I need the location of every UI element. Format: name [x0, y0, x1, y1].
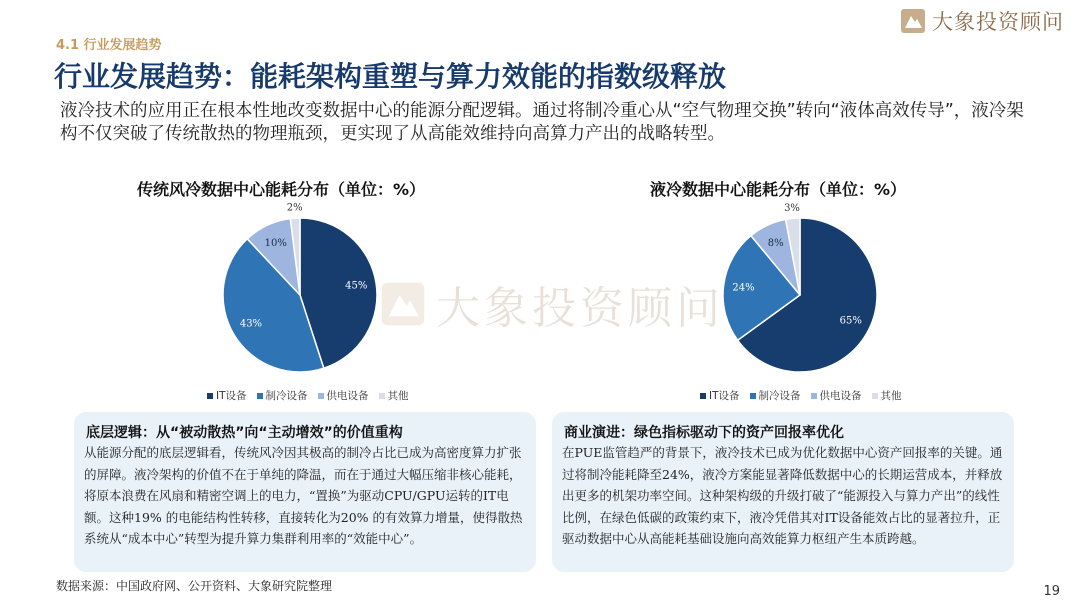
legend-swatch	[700, 393, 706, 399]
legend-swatch	[872, 393, 878, 399]
legend-label: 制冷设备	[265, 390, 308, 402]
page-number: 19	[1043, 584, 1060, 599]
legend-label: 制冷设备	[758, 390, 801, 402]
watermark-text: 大象投资顾问	[436, 283, 724, 334]
legend-label: IT设备	[709, 390, 740, 402]
page-title: 行业发展趋势：能耗架构重塑与算力效能的指数级释放	[54, 60, 727, 93]
pie-chart-liquid-cooling	[700, 200, 900, 380]
legend-swatch	[257, 393, 263, 399]
legend-swatch	[379, 393, 385, 399]
pie-data-label: 45%	[345, 280, 368, 292]
chart-title-air-cooling: 传统风冷数据中心能耗分布（单位：%）	[137, 180, 426, 199]
brand-name: 大象投资顾问	[932, 10, 1064, 34]
legend-item	[207, 388, 247, 403]
pie-data-label: 43%	[239, 318, 263, 330]
pie-data-label: 24%	[732, 282, 755, 294]
legend-swatch	[318, 393, 324, 399]
legend-label: IT设备	[216, 390, 247, 402]
elephant-logo-icon	[900, 8, 926, 34]
section-label: 4.1 行业发展趋势	[56, 38, 162, 53]
legend-swatch	[207, 393, 213, 399]
legend-liquid-cooling	[700, 388, 902, 403]
pie-data-label: 10%	[264, 237, 287, 249]
legend-item	[257, 388, 308, 403]
legend-swatch	[811, 393, 817, 399]
legend-item	[872, 388, 902, 403]
insight-heading: 商业演进：绿色指标驱动下的资产回报率优化	[564, 425, 844, 441]
legend-air-cooling	[207, 388, 409, 403]
insight-body: 从能源分配的底层逻辑看，传统风冷因其极高的制冷占比已成为高密度算力扩张的屏障。液冷架构的价值不在于单纯的降温，而在于通过大幅压缩非核心能耗，将原本浪费在风扇和精密空调上的电力，“置换”为驱动CPU/GPU运转的IT电额。这种19% 的电能结构性转移，直接转化为20% 的有效算力增量，使得散热系统从“成本中心”转型为提升算力集群利用率的“效能中心”。	[84, 445, 523, 546]
legend-item	[379, 388, 409, 403]
pie-data-label: 65%	[839, 315, 862, 327]
insight-box-underlying-logic	[74, 412, 536, 572]
legend-item	[318, 388, 369, 403]
legend-item	[750, 388, 801, 403]
insight-box-business-evolution	[552, 412, 1014, 572]
legend-label: 供电设备	[819, 390, 862, 402]
brand-logo	[900, 6, 1064, 36]
insight-heading: 底层逻辑：从“被动散热”向“主动增效”的价值重构	[86, 425, 403, 441]
pie-data-label: 3%	[784, 202, 800, 214]
chart-title-liquid-cooling: 液冷数据中心能耗分布（单位：%）	[650, 180, 907, 199]
intro-paragraph: 液冷技术的应用正在根本性地改变数据中心的能源分配逻辑。通过将制冷重心从“空气物理交换”转向“液体高效传导”，液冷架构不仅突破了传统散热的物理瓶颈，更实现了从高能效维持向高算力产出的战略转型。	[60, 101, 1024, 144]
legend-swatch	[750, 393, 756, 399]
data-source: 数据来源：中国政府网、公开资料、大象研究院整理	[56, 579, 333, 593]
insight-body: 在PUE监管趋严的背景下，液冷技术已成为优化数据中心资产回报率的关键。通过将制冷能耗降至24%，液冷方案能显著降低数据中心的长期运营成本，并释放出更多的机架功率空间。这种架构级的升级打破了“能源投入与算力产出”的线性比例，在绿色低碳的政策约束下，液冷凭借其对IT设备能效占比的显著拉升，正驱动数据中心从高能耗基础设施向高效能算力枢纽产生本质跨越。	[562, 445, 1003, 546]
legend-item	[700, 388, 740, 403]
pie-chart-air-cooling	[200, 200, 400, 380]
legend-label: 其他	[387, 390, 409, 402]
legend-label: 其他	[880, 390, 902, 402]
legend-item	[811, 388, 862, 403]
pie-data-label: 8%	[767, 237, 784, 249]
legend-label: 供电设备	[326, 390, 369, 402]
watermark	[380, 272, 724, 336]
watermark-logo-icon	[380, 281, 426, 327]
pie-data-label: 2%	[286, 202, 303, 214]
